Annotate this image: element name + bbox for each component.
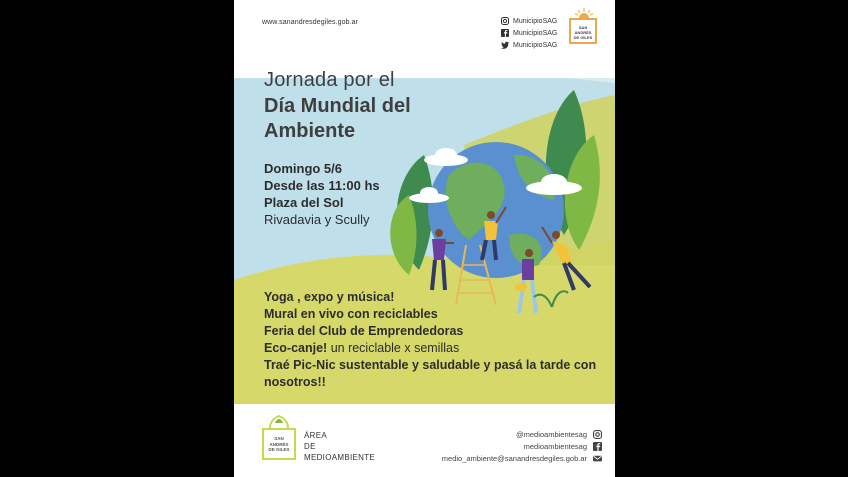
header-bar <box>234 0 615 78</box>
footer <box>234 404 615 477</box>
area-line: DE <box>304 442 316 451</box>
title-line-1: Jornada por el <box>264 69 395 91</box>
facebook-icon <box>501 29 509 37</box>
activity-item: Mural en vivo con reciclables <box>264 307 438 321</box>
title-line-2: Día Mundial del <box>264 95 411 117</box>
title-line-3: Ambiente <box>264 120 356 142</box>
event-address: Rivadavia y Scully <box>264 212 370 227</box>
social-handle: MunicipioSAG <box>513 29 558 37</box>
social-twitter[interactable] <box>501 39 557 51</box>
contact-email[interactable] <box>442 452 602 464</box>
twitter-icon <box>501 41 509 49</box>
footer-contacts <box>442 428 602 464</box>
activity-item <box>264 340 609 357</box>
email-icon <box>593 454 602 463</box>
header-socials <box>501 15 557 51</box>
activity-bold: Eco-canje! <box>264 341 328 355</box>
facebook-icon <box>593 442 602 451</box>
website-url[interactable]: www.sanandresdegiles.gob.ar <box>262 19 359 26</box>
department-name <box>304 430 375 463</box>
contact-instagram[interactable] <box>442 428 602 440</box>
area-line: ÁREA <box>304 431 327 440</box>
event-info <box>264 160 380 228</box>
activity-light: un reciclable x semillas <box>327 341 460 355</box>
poster <box>234 0 615 477</box>
activities-list <box>264 289 609 391</box>
social-instagram[interactable] <box>501 15 557 27</box>
instagram-icon <box>501 17 509 25</box>
activity-item: Traé Pic-Nic sustentable y saludable y pasá la tarde con nosotros!! <box>264 358 597 389</box>
instagram-icon <box>593 430 602 439</box>
social-handle: MunicipioSAG <box>513 41 558 49</box>
municipal-logo: SAN ANDRÉS DE GILES <box>568 8 600 52</box>
hands-icon <box>262 414 296 428</box>
social-handle: MunicipioSAG <box>513 17 558 25</box>
area-line: MEDIOAMBIENTE <box>304 453 376 462</box>
activity-item: Yoga , expo y música! <box>264 290 395 304</box>
footer-logo: SAN ANDRÉS DE GILES <box>262 414 296 462</box>
contact-facebook[interactable] <box>442 440 602 452</box>
contact-text: medioambientesag <box>523 441 587 451</box>
activity-item: Feria del Club de Emprendedoras <box>264 324 464 338</box>
contact-text: medio_ambiente@sanandresdegiles.gob.ar <box>441 453 587 463</box>
contact-text: @medioambientesag <box>516 429 587 439</box>
title-main <box>264 94 411 144</box>
social-facebook[interactable] <box>501 27 557 39</box>
event-place: Plaza del Sol <box>264 195 344 210</box>
event-time: Desde las 11:00 hs <box>264 178 380 193</box>
event-day: Domingo 5/6 <box>264 161 343 176</box>
